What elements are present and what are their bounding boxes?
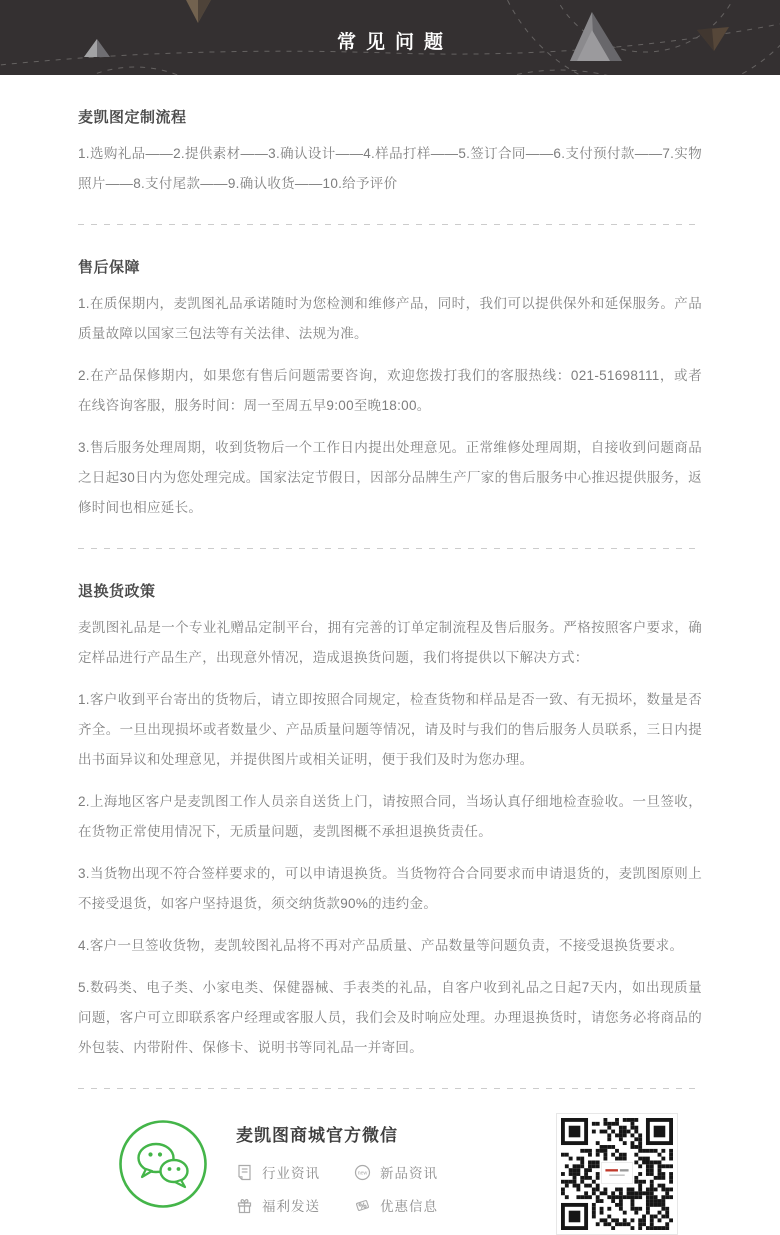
paragraph: 5.数码类、电子类、小家电类、保健器械、手表类的礼品，自客户收到礼品之日起7天内，如出现质量问题，客户可立即联系客户经理或客服人员，我们会及时响应处理。办理退换货时，请您务必将商品的外包装、内带附件、保修卡、说明书等同礼品一并寄回。 [78, 980, 702, 1055]
wechat-footer [0, 1113, 780, 1235]
dashed-divider [78, 548, 702, 549]
dashed-divider [78, 1088, 702, 1089]
new-badge-icon [354, 1164, 371, 1181]
wechat-icon [118, 1119, 208, 1209]
section-heading: 售后保障 [78, 259, 141, 276]
paragraph: 3.当货物出现不符合签样要求的，可以申请退换货。当货物符合合同要求而申请退货的，麦凯图原则上不接受退货，如客户坚持退货，须交纳货款90%的违约金。 [78, 866, 702, 911]
paragraph: 3.售后服务处理周期，收到货物后一个工作日内提出处理意见。正常维修处理周期，自接收到问题商品之日起30日内为您处理完成。国家法定节假日，因部分品牌生产厂家的售后服务中心推迟提供服务，返修时间也相应延长。 [78, 440, 702, 515]
paragraph: 2.上海地区客户是麦凯图工作人员亲自送货上门，请按照合同，当场认真仔细地检查验收。一旦签收，在货物正常使用情况下，无质量问题，麦凯图概不承担退换货责任。 [78, 794, 702, 839]
paragraph: 1.在质保期内，麦凯图礼品承诺随时为您检测和维修产品，同时，我们可以提供保外和延保服务。产品质量故障以国家三包法等有关法律、法规为准。 [78, 296, 702, 341]
paragraph: 麦凯图礼品是一个专业礼赠品定制平台，拥有完善的订单定制流程及售后服务。严格按照客户要求，确定样品进行产品生产，出现意外情况，造成退换货问题，我们将提供以下解决方式： [78, 620, 702, 665]
wechat-info [236, 1121, 472, 1215]
coupon-icon [354, 1197, 371, 1214]
wechat-account-title: 麦凯图商城官方微信 [236, 1126, 398, 1145]
feature-label: 优惠信息 [380, 1199, 438, 1214]
wechat-qr-code [556, 1113, 678, 1235]
qr-center-label [602, 1162, 633, 1183]
feature-label: 福利发送 [262, 1199, 320, 1214]
news-icon [236, 1164, 253, 1181]
feature-discounts [354, 1195, 472, 1215]
page-banner [0, 0, 780, 75]
section-heading: 退换货政策 [78, 583, 156, 600]
gift-icon [236, 1197, 253, 1214]
dashed-divider [78, 224, 702, 225]
section-custom-process [78, 106, 702, 225]
section-return-policy [78, 580, 702, 1089]
section-after-sales [78, 256, 702, 549]
feature-new-products [354, 1162, 472, 1182]
feature-label: 行业资讯 [262, 1166, 320, 1181]
svg-text:new: new [357, 1170, 368, 1177]
section-heading: 麦凯图定制流程 [78, 109, 187, 126]
paragraph: 1.客户收到平台寄出的货物后，请立即按照合同规定，检查货物和样品是否一致、有无损坏，数量是否齐全。一旦出现损坏或者数量少、产品质量问题等情况，请及时与我们的售后服务人员联系，三日内提出书面异议和处理意见，并提供图片或相关证明，便于我们及时为您办理。 [78, 692, 702, 767]
triangle-brown-top [185, 0, 212, 23]
feature-benefits [236, 1195, 354, 1215]
feature-industry-news [236, 1162, 354, 1182]
paragraph: 4.客户一旦签收货物，麦凯较图礼品将不再对产品质量、产品数量等问题负责，不接受退换货要求。 [78, 938, 684, 953]
wechat-feature-grid [236, 1162, 472, 1215]
feature-label: 新品资讯 [380, 1166, 438, 1181]
faq-content [0, 106, 780, 1089]
paragraph: 1.选购礼品——2.提供素材——3.确认设计——4.样品打样——5.签订合同——6.支付预付款——7.实物照片——8.支付尾款——9.确认收货——10.给予评价 [78, 146, 702, 191]
paragraph: 2.在产品保修期内，如果您有售后问题需要咨询，欢迎您拨打我们的客服热线：021-51698111，或者在线咨询客服，服务时间：周一至周五早9:00至晚18:00。 [78, 368, 702, 413]
page-title: 常见问题 [336, 32, 453, 53]
